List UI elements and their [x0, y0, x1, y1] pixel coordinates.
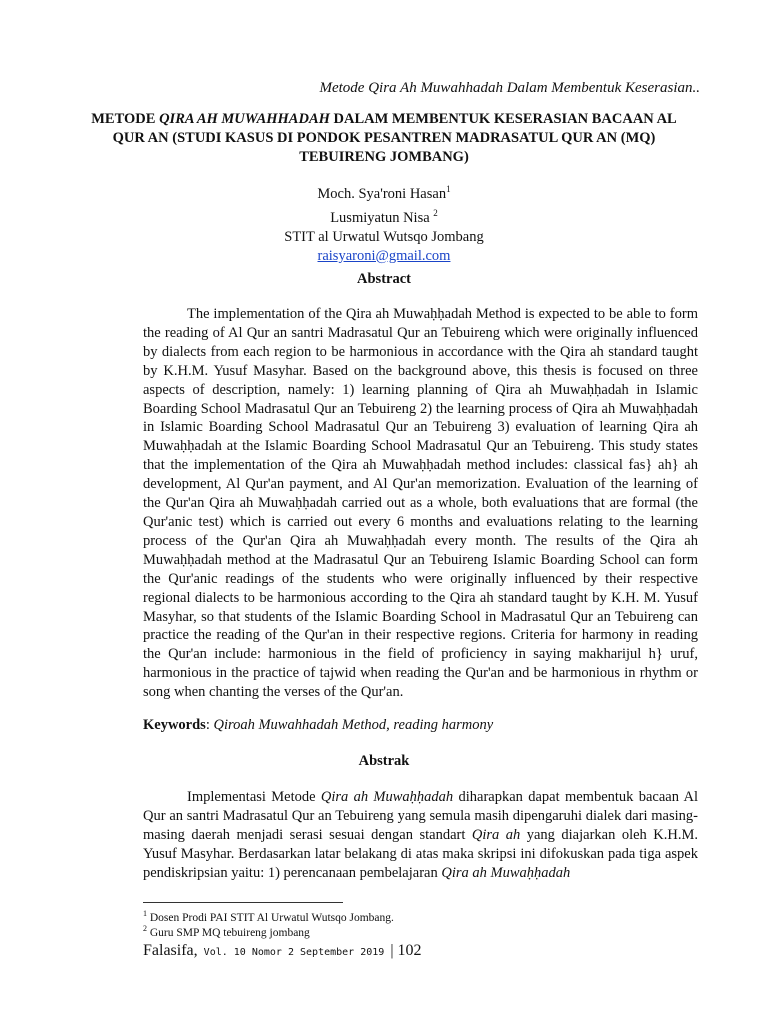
page-footer [143, 942, 422, 960]
author-1-name: Moch. Sya'roni Hasan [317, 185, 447, 202]
footnote-1 [143, 909, 394, 924]
title-part-2: QIRA AH MUWAHHADAH [159, 111, 330, 127]
author-2-name: Lusmiyatun Nisa [330, 209, 430, 226]
author-block [0, 180, 768, 266]
abstrak-text [143, 788, 698, 883]
email-link[interactable]: raisyaroni@gmail.com [317, 247, 451, 264]
abstrak-heading: Abstrak [358, 753, 410, 769]
abstract-text: The implementation of the Qira ah Muwaḥḥadah Method is expected to be able to form the reading of Al Qur an santri Madrasatul Qur an Tebuireng which were originally influenced by dialects from each region to be harmonious in accordance with the Qira ah standard taught by K.H.M. Yusuf Masyhar. Based on the background above, this thesis is focused on three aspects of description, namely: 1) learning planning of Qira ah Muwaḥḥadah in Islamic Boarding School Madrasatul Qur an Tebuireng 2) the learning process of Qira ah Muwaḥḥadah in Islamic Boarding School Madrasatul Qur an Tebuireng 3) evaluation of learning Qira ah Muwaḥḥadah at the Islamic Boarding School Madrasatul Qur an Tebuireng. This study states that the implementation of the Qira ah Muwaḥḥadah method includes: classical fas} ah} ah development, Al Qur'an payment, and Al Qur'an memorization. Evaluation of the learning of the Qur'an Qira ah Muwaḥḥadah carried out as a whole, both evaluations that are formal (the Qur'anic test) which is carried out every 6 months and evaluations relating to the learning process of the Qur'an Qira ah Muwaḥḥadah every month. The results of the Qira ah Muwaḥḥadah method at the Madrasatul Qur an Tebuireng Islamic Boarding School can form the Qur'anic readings of the students who were originally influenced by their respective regional dialects to be harmonious according to the Qira ah standard taught by K.H. M. Yusuf Masyhar, so that students of the Islamic Boarding School in Madrasatul Qur an Tebuireng can practice the reading of the Qur'an in their respective regions. Criteria for harmony in reading the Qur'an include: harmonious in the field of proficiency in saying makharijul h} uruf, harmonious in the practice of tajwid when reading the Qur'an and be harmonious in rhythm or song when chanting the verses of the Qur'an. [143, 306, 698, 701]
abstrak-s1: Implementasi Metode [187, 789, 321, 805]
abstrak-s4: Qira ah [471, 826, 521, 843]
author-2-footnote-mark: 2 [433, 207, 438, 218]
abstrak-s3: diharapkan dapat membentuk bacaan Al Qur an santri Madrasatul Qur an Tebuireng yang semula masih dipengaruhi dialek dari masing-masing daerah menjadi serasi sesuai dengan standart [143, 789, 699, 843]
title-part-1: METODE [91, 111, 160, 127]
journal-name: Falasifa, [143, 942, 198, 959]
keywords: Keywords: Qiroah Muwahhadah Method, reading harmony [143, 717, 494, 733]
volume-info: Vol. 10 Nomor 2 September 2019 [197, 947, 391, 958]
author-1 [0, 180, 768, 204]
abstrak-s6: Qira ah Muwaḥḥadah [441, 864, 571, 881]
author-1-footnote-mark: 1 [446, 184, 451, 194]
paper-title [80, 110, 688, 167]
footnote-2-text: Guru SMP MQ tebuireng jombang [147, 926, 310, 939]
page-number: | 102 [390, 942, 422, 959]
keywords-text: Qiroah Muwahhadah Method, reading harmony [213, 717, 494, 733]
footnote-1-mark: 1 [143, 909, 147, 918]
footnote-2 [143, 924, 310, 939]
abstrak-s5: yang diajarkan oleh K.H.M. Yusuf Masyhar. Berdasarkan latar belakang di atas maka skripsi ini difokuskan pada tiga aspek pendiskripsian yaitu: 1) perencanaan pembelajaran [143, 826, 698, 881]
footnote-1-text: Dosen Prodi PAI STIT Al Urwatul Wutsqo Jombang. [147, 911, 394, 924]
abstract-heading: Abstract [357, 271, 411, 287]
keywords-label: Keywords [143, 717, 206, 733]
running-head: Metode Qira Ah Muwahhadah Dalam Membentuk Keserasian.. [319, 80, 700, 96]
title-part-3: DALAM MEMBENTUK KESERASIAN BACAAN AL QUR AN (STUDI KASUS DI PONDOK PESANTREN MADRASATUL QUR AN (MQ) TEBUIRENG JOMBANG) [112, 111, 677, 165]
abstrak-s2: Qira ah Muwaḥḥadah [320, 789, 454, 805]
footnote-2-mark: 2 [143, 924, 147, 933]
author-2 [0, 204, 768, 228]
footnote-separator [143, 902, 343, 903]
affiliation: STIT al Urwatul Wutsqo Jombang [284, 228, 484, 245]
